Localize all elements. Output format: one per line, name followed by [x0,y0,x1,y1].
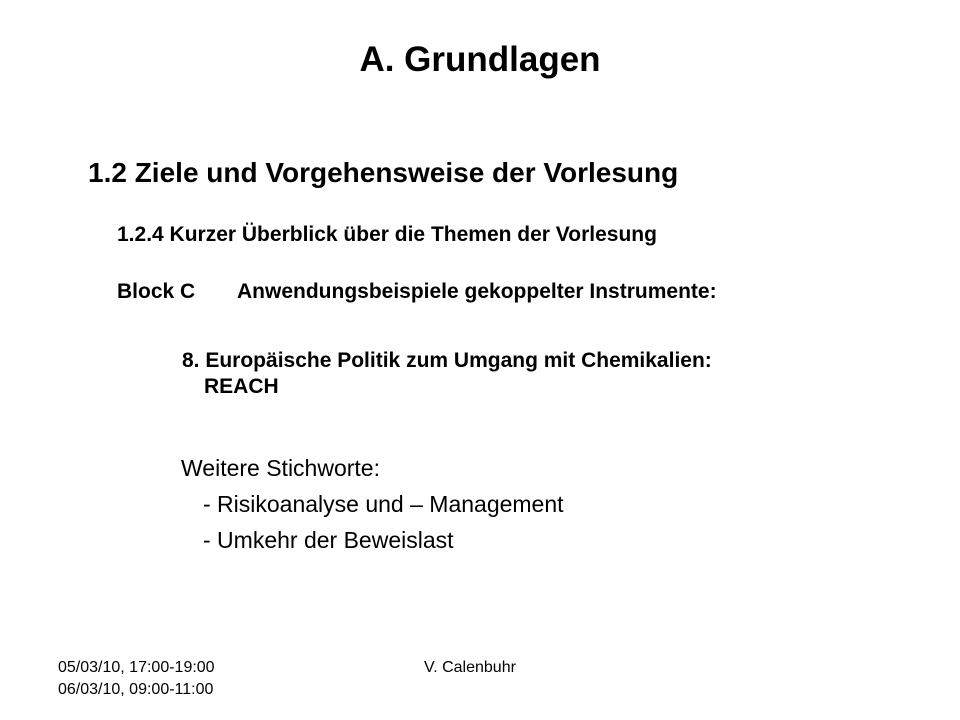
footer-date-1: 05/03/10, 17:00-19:00 [58,659,215,676]
topic-line-2: REACH [204,375,279,398]
keywords-heading: Weitere Stichworte: [181,455,380,481]
block-text: Anwendungsbeispiele gekoppelter Instrumente: [237,280,717,303]
subsection-heading: 1.2.4 Kurzer Überblick über die Themen der Vorlesung [117,223,657,246]
slide-title: A. Grundlagen [359,40,601,79]
section-heading: 1.2 Ziele und Vorgehensweise der Vorlesung [88,157,679,188]
block-heading [117,278,717,306]
keyword-item-burden: - Umkehr der Beweislast [203,527,454,553]
footer-dates [58,657,215,701]
keywords-list [181,450,564,558]
keyword-item-risk: - Risikoanalyse und – Management [203,491,564,517]
block-label: Block C [117,280,196,303]
topic-line-1: 8. Europäische Politik zum Umgang mit Chemikalien: [182,349,712,372]
topic-item [182,348,712,400]
footer-author: V. Calenbuhr [424,659,516,676]
footer-date-2: 06/03/10, 09:00-11:00 [58,681,214,698]
